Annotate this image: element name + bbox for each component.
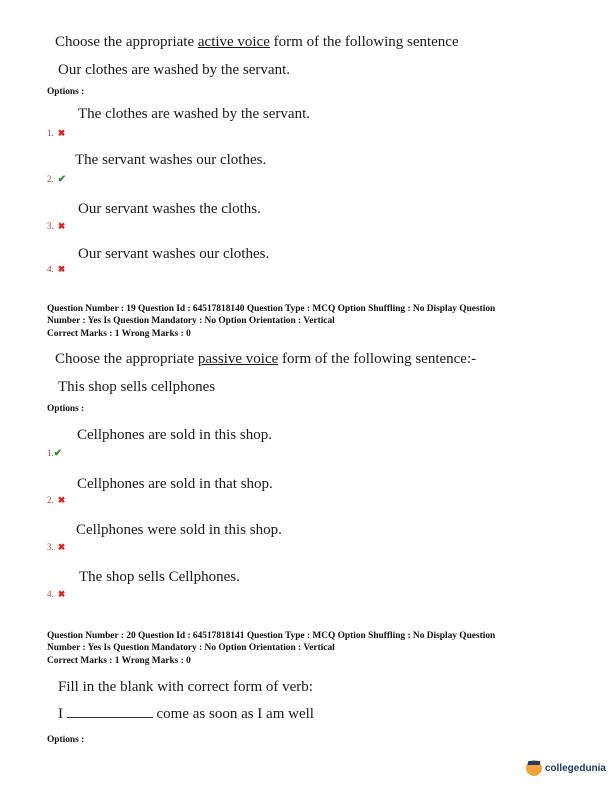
- q19-option-1: 1.✔: [47, 448, 63, 459]
- q18-option-1: 1. ✖: [47, 128, 66, 138]
- q19-option-2-text: Cellphones are sold in that shop.: [77, 476, 273, 492]
- q18-option-3-text: Our servant washes the cloths.: [78, 201, 261, 217]
- correct-check-icon: ✔: [57, 174, 67, 185]
- q19-option-4-text: The shop sells Cellphones.: [79, 569, 240, 585]
- wrong-icon: ✖: [57, 542, 66, 552]
- q20-meta-line-2: Number : Yes Is Question Mandatory : No Option Orientation : Vertical: [47, 643, 335, 653]
- fill-in-blank: [67, 706, 153, 718]
- q18-option-2-text: The servant washes our clothes.: [75, 152, 267, 168]
- q19-meta-line-3: Correct Marks : 1 Wrong Marks : 0: [47, 329, 191, 339]
- q18-option-3: 3. ✖: [47, 221, 66, 231]
- q19-option-3: 3. ✖: [47, 542, 66, 552]
- q18-option-4-text: Our servant washes our clothes.: [78, 246, 270, 262]
- q20-meta-line-3: Correct Marks : 1 Wrong Marks : 0: [47, 656, 191, 666]
- wrong-icon: ✖: [57, 128, 66, 138]
- q19-stem: Choose the appropriate passive voice form of the following sentence:-: [55, 351, 477, 367]
- q19-option-2: 2. ✖: [47, 495, 66, 505]
- q20-sentence: I come as soon as I am well: [58, 706, 314, 722]
- logo-text: collegedunia: [544, 762, 606, 774]
- q19-meta-line-1: Question Number : 19 Question Id : 64517818140 Question Type : MCQ Option Shuffling : No Display Question: [47, 304, 496, 314]
- q19-options-label: Options :: [47, 404, 85, 414]
- q19-sentence: This shop sells cellphones: [58, 379, 216, 395]
- q18-sentence: Our clothes are washed by the servant.: [58, 62, 291, 78]
- wrong-icon: ✖: [57, 264, 66, 274]
- q19-meta-line-2: Number : Yes Is Question Mandatory : No Option Orientation : Vertical: [47, 316, 335, 326]
- q19-option-4: 4. ✖: [47, 589, 66, 599]
- collegedunia-logo: [526, 760, 606, 776]
- q20-options-label: Options :: [47, 735, 85, 745]
- q20-meta-line-1: Question Number : 20 Question Id : 64517818141 Question Type : MCQ Option Shuffling : No Display Question: [47, 631, 496, 641]
- q20-stem: Fill in the blank with correct form of verb:: [58, 679, 313, 695]
- q18-options-label: Options :: [47, 87, 85, 97]
- q18-option-4: 4. ✖: [47, 264, 66, 274]
- q18-stem-keyword: active voice: [197, 34, 270, 50]
- q19-stem-keyword: passive voice: [197, 351, 279, 367]
- q19-option-1-text: Cellphones are sold in this shop.: [77, 427, 272, 443]
- q18-stem: Choose the appropriate active voice form of the following sentence: [55, 34, 459, 50]
- wrong-icon: ✖: [57, 221, 66, 231]
- wrong-icon: ✖: [57, 495, 66, 505]
- correct-check-icon: ✔: [53, 448, 63, 459]
- q19-option-3-text: Cellphones were sold in this shop.: [76, 522, 282, 538]
- wrong-icon: ✖: [57, 589, 66, 599]
- q18-option-1-text: The clothes are washed by the servant.: [78, 106, 310, 122]
- graduation-cap-icon: [526, 760, 542, 776]
- q18-option-2: 2. ✔: [47, 174, 67, 185]
